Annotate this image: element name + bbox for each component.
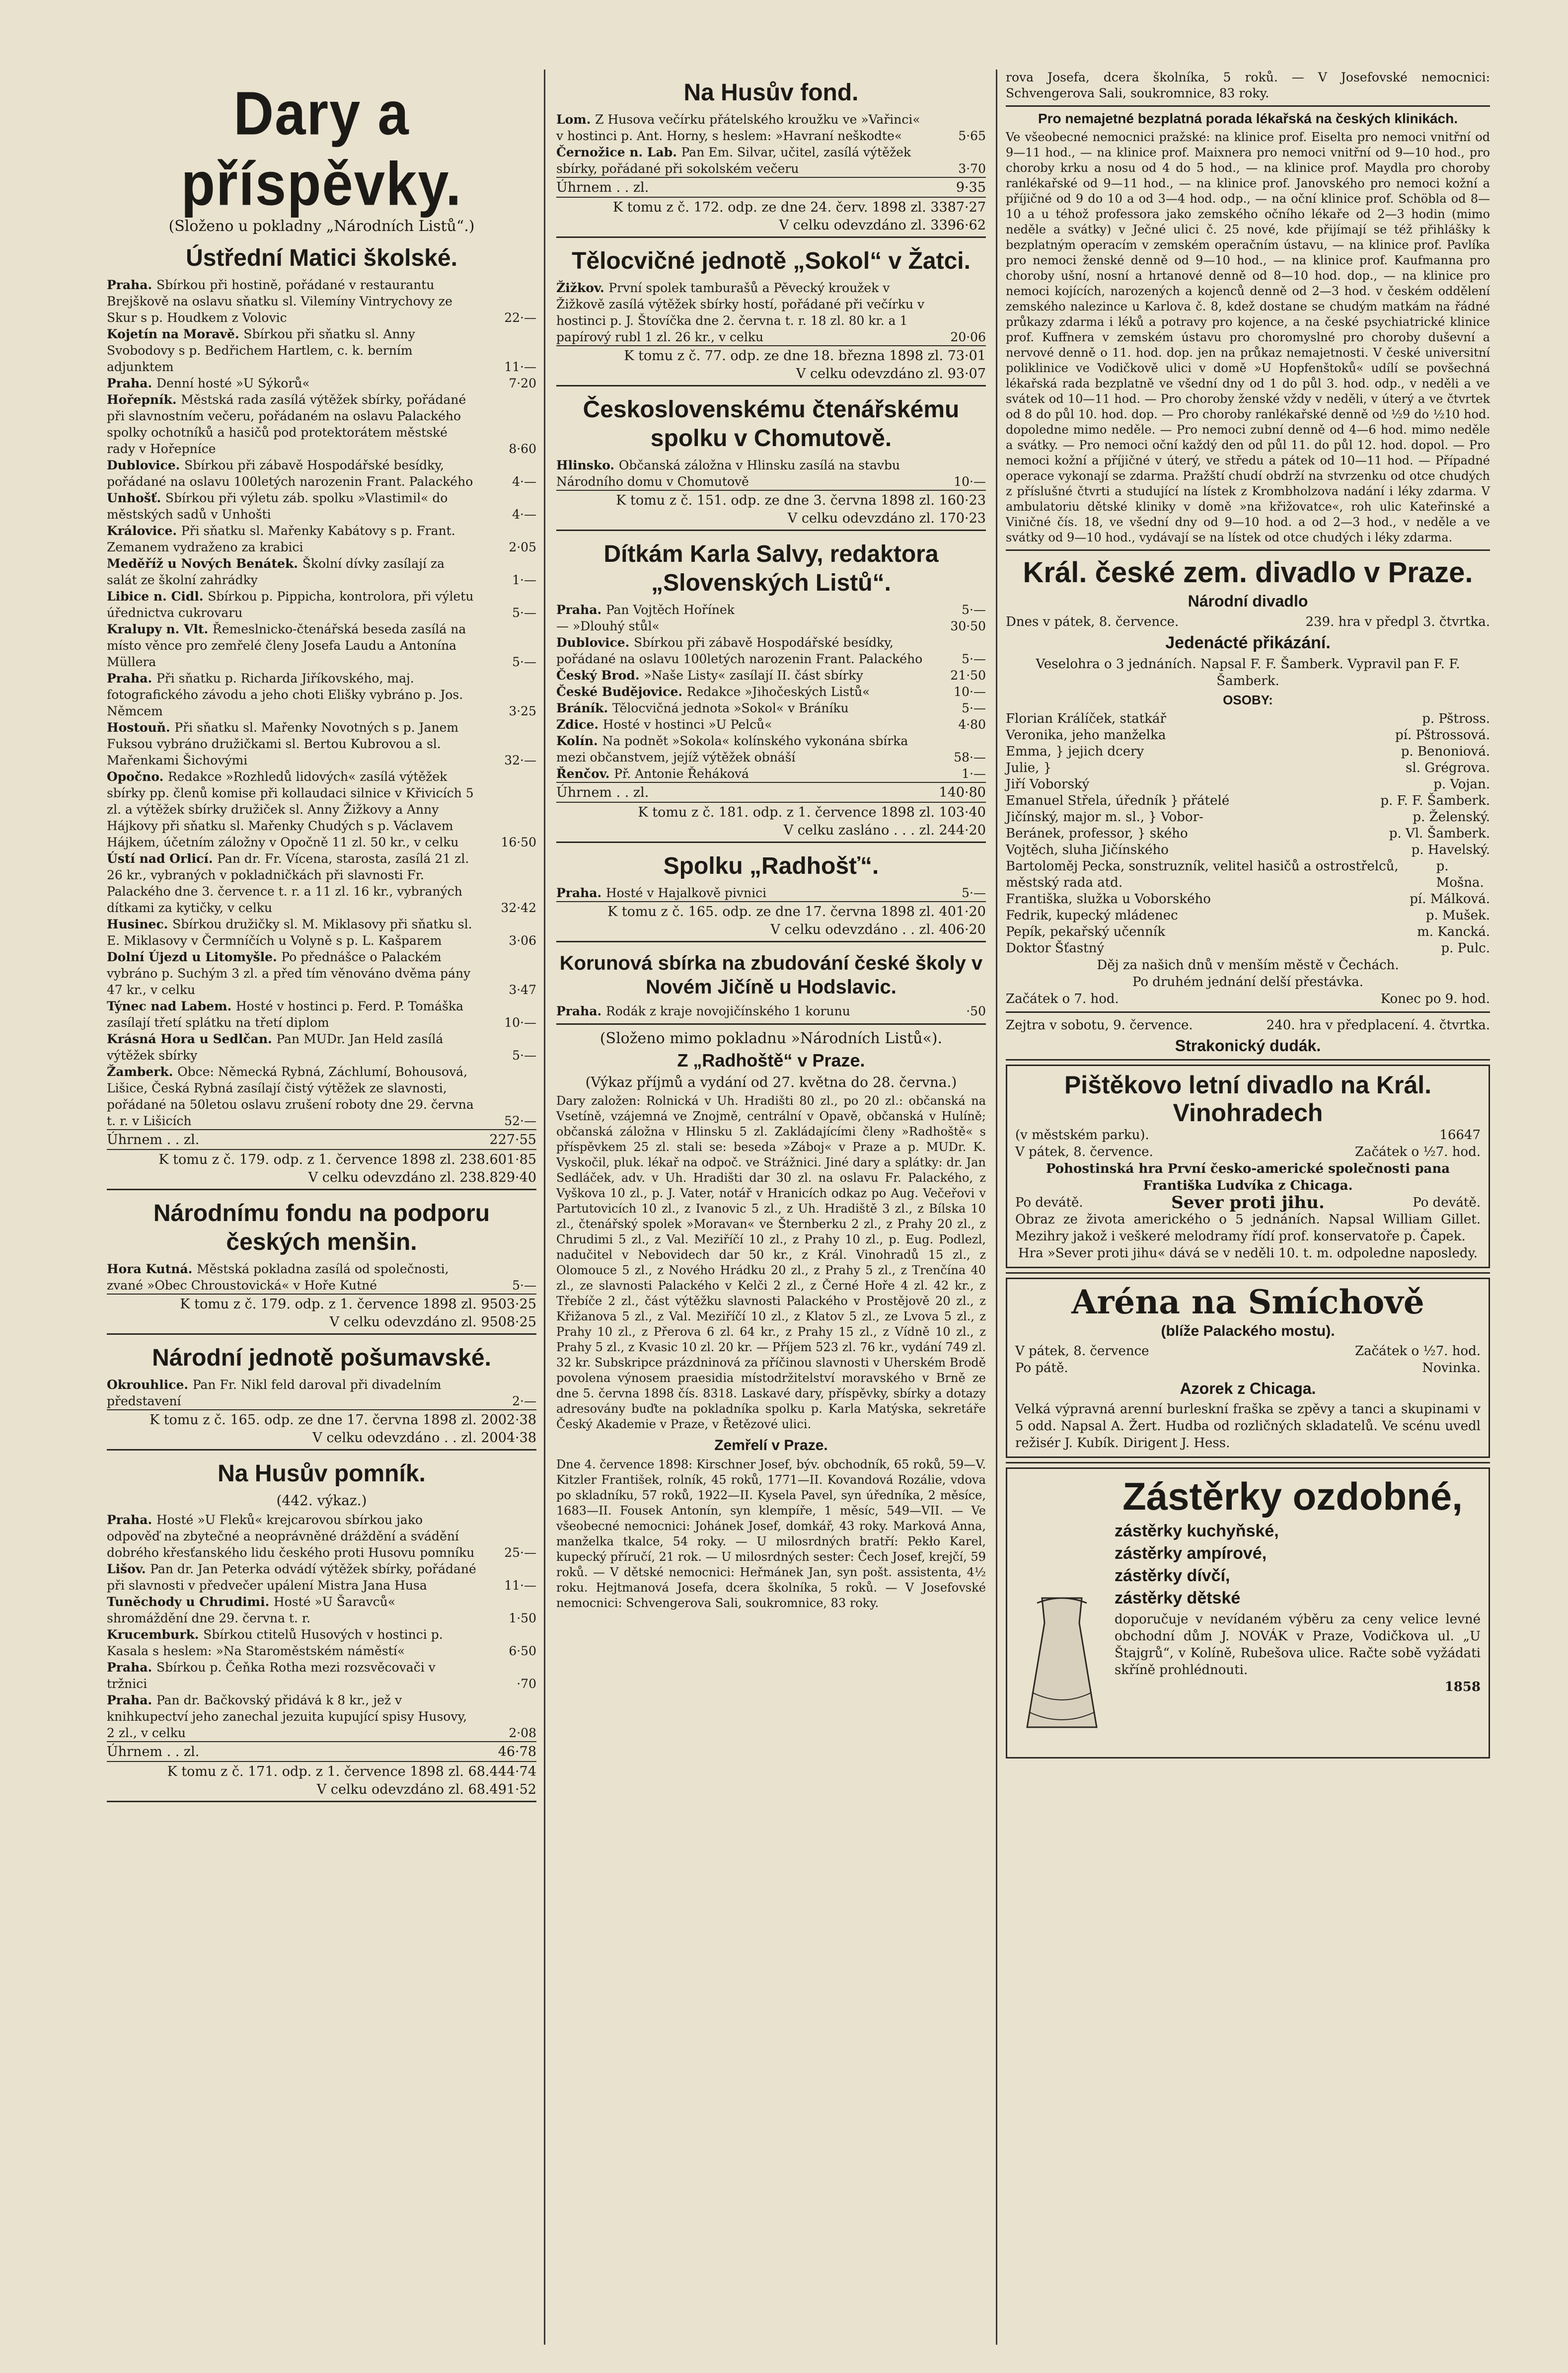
entry-list xyxy=(556,1003,986,1019)
showtime: Začátek o 7. hod. Konec po 9. hod. xyxy=(1006,992,1490,1006)
column-rule xyxy=(544,70,545,2345)
advertisement-pistek: Pištěkovo letní divadlo na Král. Vinohradech (v městském parku). 16647 V pátek, 8. července. Začátek o ½7. hod. Pohostinská hra První česko-americké společnosti pana Františka Ludvíka z Chicaga. Po devátě. Sever proti jihu. Po devátě. Obraz ze života amerického o 5 jednáních. Napsal William Gillet. Mezihry jakož i veškeré melodramy řídí prof. konservatoře p. Čapek. Hra »Sever proti jihu« dává se v neděli 10. t. m. odpoledne naposledy. xyxy=(1006,1065,1490,1268)
cast-list xyxy=(1006,711,1490,957)
section-title: Pro nemajetné bezplatná porada lékařská na českých klinikách. xyxy=(1038,111,1458,126)
section-title: Národnímu fondu na podporu českých menšin. xyxy=(153,1200,490,1255)
section-title: Na Husův fond. xyxy=(683,79,859,106)
scene-note: Děj za našich dnů v menším městě v Čechách. xyxy=(1097,958,1399,973)
column-middle xyxy=(556,70,986,1611)
donation-entry: Tuněchody u Chrudimi. Hosté »U Šaravců« shromáždění dne 29. června t. r. 1·50 xyxy=(107,1595,536,1625)
entry-list xyxy=(556,885,986,901)
donation-entry: Ústí nad Orlicí. Pan dr. Fr. Vícena, starosta, zasílá 21 zl. 26 kr., vybraných v pokladničkách při slavnosti Fr. Palackého dne 3. července t. r. a 11 zl. 16 kr., vybraných dítkami za kytičky, v celku 32·42 xyxy=(107,851,536,915)
cast-row: Vojtěch, sluha Jičínského p. Havelský. xyxy=(1006,842,1490,857)
cast-row: Fedrik, kupecký mládenec p. Mušek. xyxy=(1006,908,1490,923)
section-title: Československému čtenářskému spolku v Chomutově. xyxy=(583,396,960,452)
section-title: Ústřední Matici školské. xyxy=(186,245,457,271)
donation-entry: Libice n. Cidl. Sbírkou p. Pippicha, kontrolora, při výletu úřednictva cukrovaru 5·— xyxy=(107,589,536,620)
donation-entry: Český Brod. »Naše Listy« zasílají II. část sbírky 21·50 xyxy=(556,668,986,683)
cast-row: Doktor Šťastný p. Pulc. xyxy=(1006,941,1490,956)
donation-entry: Lišov. Pan dr. Jan Peterka odvádí výtěžek sbírky, pořádané při slavnosti v předvečer upálení Mistra Jana Husa 11·— xyxy=(107,1562,536,1593)
cast-row: Jiří Voborský p. Vojan. xyxy=(1006,777,1490,792)
donation-entry: Praha. Sbírkou při hostině, pořádané v restaurantu Brejškově na oslavu sňatku sl. Vilemíny Vintrychovy ze Skur s p. Houdkem z Volovic 22·— xyxy=(107,278,536,325)
donation-entry: Praha. Hosté v Hajalkově pivnici 5·— xyxy=(556,886,986,900)
next-show: Zejtra v sobotu, 9. července. 240. hra v předplacení. 4. čtvrtka. xyxy=(1006,1018,1490,1033)
entry-list xyxy=(556,111,986,177)
cast-row: Julie, } sl. Grégrova. xyxy=(1006,761,1490,775)
carry-line: K tomu z č. 165. odp. ze dne 17. června 1898 zl. 2002·38 V celku odevzdáno . . zl. 2004·38 xyxy=(107,1409,536,1451)
carry-line: K tomu z č. 179. odp. z 1. července 1898 zl. 238.601·85 V celku odevzdáno zl. 238.829·40 xyxy=(107,1149,536,1190)
cast-heading: OSOBY: xyxy=(1223,692,1273,707)
continued-text: rova Josefa, dcera školníka, 5 roků. — V Josefovské nemocnici: Schvengerova Sali, soukromnice, 83 roky. xyxy=(1006,70,1490,100)
note: (Složeno mimo pokladnu »Národních Listů«). xyxy=(599,1030,943,1047)
section-title: Korunová sbírka na zbudování české školy v Novém Jičíně u Hodslavic. xyxy=(559,952,983,998)
entry-list xyxy=(556,602,986,782)
donation-entry: Kolín. Na podnět »Sokola« kolínského vykonána sbírka mezi občanstvem, jejíž výtěžek obnáší 58·— xyxy=(556,734,986,765)
donation-entry: Praha. Pan Vojtěch Hořínek 5·— xyxy=(556,603,986,617)
apron-line: zástěrky dívčí, xyxy=(1115,1566,1230,1585)
apron-line: zástěrky dětské xyxy=(1115,1589,1241,1608)
play-description: Veselohra o 3 jednáních. Napsal F. F. Šamberk. Vypravil pan F. F. Šamberk. xyxy=(1036,657,1460,689)
donation-entry: Lom. Z Husova večírku přátelského kroužku ve »Vařinci« v hostinci p. Ant. Horny, s heslem: »Havraní neškodte« 5·65 xyxy=(556,112,986,143)
subtotal: Úhrnem . . zl. 9·35 xyxy=(556,177,986,197)
subtotal: Úhrnem . . zl. 46·78 xyxy=(107,1741,536,1761)
section-title: Na Husův pomník. xyxy=(218,1460,426,1487)
donation-entry: — »Dlouhý stůl« 30·50 xyxy=(556,619,986,633)
donation-entry: Hora Kutná. Městská pokladna zasílá od společnosti, zvané »Obec Chroustovická« v Hoře Kutné 5·— xyxy=(107,1262,536,1293)
entry-list xyxy=(107,1261,536,1294)
carry-line: K tomu z č. 165. odp. ze dne 17. června 1898 zl. 401·20 V celku odevzdáno . . zl. 406·20 xyxy=(556,901,986,942)
donation-entry: Dublovice. Sbírkou při zábavě Hospodářské besídky, pořádané na oslavu 100letých narozenin Frant. Palackého 5·— xyxy=(556,635,986,666)
advertisement-aprons: Zástěrky ozdobné, zástěrky kuchyňské, zástěrky ampírové, zástěrky dívčí, zástěrky dětské doporučuje v nevídaném výběru za ceny velice levné obchodní dům J. NOVÁK v Praze, Vodičkova ul. „U Štajgrů“, v Kolíně, Rubešova ulice. Račte sobě vyžádati skříně prohlédnouti. 1858 xyxy=(1006,1467,1490,1759)
entry-list xyxy=(556,280,986,345)
donation-entry: Praha. Pan dr. Bačkovský přidává k 8 kr., jež v knihkupectví jeho zanechal jezuita kupující spisy Husovy, 2 zl., v celku 2·08 xyxy=(107,1693,536,1740)
deaths-text: Dne 4. července 1898: Kirschner Josef, býv. obchodník, 65 roků, 59—V. Kitzler František, rolník, 45 roků, 1771—II. Kovandová Rozálie, vdova po skladníku, 57 roků, 1922—II. Kysela Pavel, syn úředníka, 2 měsíce, 1683—II. Fousek Antonín, syn klempíře, 1 měsíc, 549—VII. — Ve všeobecné nemocnici: Johánek Josef, domkář, 43 roky. Marková Anna, manželka tkalce, 54 roky. — U milosrdných bratří: Pekło Karel, kupecký příručí, 21 rok. — U milosrdných sester: Čech Josef, krejčí, 59 roků. — V dětské nemocnici: Heřmánek Jan, syn pošt. assistenta, 4½ roku. Hejtmanová Josefa, dcera školníka, 5 roků. — V Josefovské nemocnici: Schvengerova Sali, soukromnice, 83 roky. xyxy=(556,1457,986,1610)
theatre-title: Král. české zem. divadlo v Praze. xyxy=(1023,556,1473,589)
donation-entry: Dolní Újezd u Litomyšle. Po přednášce o Palackém vybráno p. Suchým 3 zl. a před tím věnováno dvěma pány 47 kr., v celku 3·47 xyxy=(107,950,536,997)
next-play-title: Strakonický dudák. xyxy=(1175,1037,1321,1055)
page-title: Dary a příspěvky. xyxy=(181,79,462,218)
donation-entry: Bráník. Tělocvičná jednota »Sokol« v Bráníku 5·— xyxy=(556,701,986,715)
theatre-subtitle: Národní divadlo xyxy=(1188,592,1308,610)
section-title: Tělocvičné jednotě „Sokol“ v Žatci. xyxy=(572,248,971,274)
apron-illustration xyxy=(1022,1593,1102,1737)
column-right xyxy=(1006,70,1490,1759)
cast-row: Beránek, professor, } ského p. Vl. Šamberk. xyxy=(1006,826,1490,841)
carry-line: K tomu z č. 179. odp. z 1. července 1898 zl. 9503·25 V celku odevzdáno zl. 9508·25 xyxy=(107,1294,536,1335)
section-title: Zemřelí v Praze. xyxy=(714,1437,828,1454)
donation-entry: Zdice. Hosté v hostinci »U Pelců« 4·80 xyxy=(556,717,986,732)
apron-line: zástěrky ampírové, xyxy=(1115,1544,1267,1563)
donation-entry: Černožice n. Lab. Pan Em. Silvar, učitel, zasílá výtěžek sbírky, pořádané při sokolském večeru 3·70 xyxy=(556,145,986,176)
donation-entry: Kralupy n. Vlt. Řemeslnicko-čtenářská beseda zasílá na místo věnce pro zemřelé členy Josefa Laudu a Antonína Müllera 5·— xyxy=(107,622,536,669)
carry-line: K tomu z č. 181. odp. z 1. července 1898 zl. 103·40 V celku zasláno . . . zl. 244·20 xyxy=(556,802,986,843)
entry-list xyxy=(107,1512,536,1741)
carry-line: K tomu z č. 171. odp. z 1. července 1898 zl. 68.444·74 V celku odevzdáno zl. 68.491·52 xyxy=(107,1761,536,1802)
section-subtitle: (Výkaz příjmů a vydání od 27. května do 28. června.) xyxy=(585,1074,957,1090)
donation-entry: Dublovice. Sbírkou při zábavě Hospodářské besídky, pořádané na oslavu 100letých narozenin Frant. Palackého 4·— xyxy=(107,458,536,489)
donation-entry: Praha. Denní hosté »U Sýkorů« 7·20 xyxy=(107,376,536,390)
section-title: Z „Radhoště“ v Praze. xyxy=(677,1050,865,1071)
theatre-date: Dnes v pátek, 8. července. 239. hra v předpl 3. čtvrtka. xyxy=(1006,614,1490,629)
entry-list xyxy=(556,457,986,490)
carry-line: K tomu z č. 172. odp. ze dne 24. červ. 1898 zl. 3387·27 V celku odevzdáno zl. 3396·62 xyxy=(556,197,986,238)
donation-entry: Řenčov. Př. Antonie Řeháková 1·— xyxy=(556,766,986,781)
donation-entry: Krásná Hora u Sedlčan. Pan MUDr. Jan Held zasílá výtěžek sbírky 5·— xyxy=(107,1032,536,1063)
section-title: Národní jednotě pošumavské. xyxy=(152,1345,491,1371)
donation-entry: Týnec nad Labem. Hosté v hostinci p. Ferd. P. Tomáška zasílají třetí splátku na třetí diplom 10·— xyxy=(107,999,536,1030)
advertisement-arena: Aréna na Smíchově (blíže Palackého mostu). V pátek, 8. července Začátek o ½7. hod. Po pátě. Novinka. Azorek z Chicaga. Velká výpravná arenní burleskní fraška se zpěvy a tanci a skupinami v 5 odd. Napsal A. Žert. Hudba od rozličných skladatelů. Ve scénu uvedl režisér J. Kubík. Dirigent J. Hess. xyxy=(1006,1278,1490,1458)
cast-row: Veronika, jeho manželka pí. Pštrossová. xyxy=(1006,728,1490,743)
cast-row: Emanuel Střela, úředník } přátelé p. F. F. Šamberk. xyxy=(1006,793,1490,808)
entry-list xyxy=(107,277,536,1129)
column-left xyxy=(107,70,536,1807)
report-text: Dary založen: Rolnická v Uh. Hradišti 80 zl., po 20 zl.: občanská na Vsetíně, vzájemná ve Znojmě, centrální v Opavě, občanská v Hulíně; občanská záložna v Hlinsku 5 zl. Zakládajícími členy »Radhoště« s příspěvkem 25 zl. stali se: beseda »Záboj« v Praze a p. MUDr. K. Vyskočil, pluk. lékař na odpoč. ve Strážnici. Jiné dary a splátky: dr. Jan Sedláček, adv. v Uh. Hradišti dar 30 zl. na oslavu Fr. Palackého, z Vyškova 10 zl., p. J. Vater, notář v Hranicích odkaz po Aug. Večeřovi v Partutovicích 10 zl., z Ivanovic 5 zl., z Uh. Hradiště 3 zl., z Bílska 10 zl., čtenářský spolek »Moravan« ve Šternberku 2 zl., z Prahy 20 zl., z Chrudimi 5 zl., z Val. Meziříčí 10 zl., z Prahy 10 zl., p. Eug. Podlezl, nadučitel v Nebovidech dar 50 kr., z Král. Vinohradů 15 zl., z Olomouce 5 zl., z Nového Hrádku 20 zl., z Prahy 5 zl., z Trenčína 40 zl., ze slavnosti Palackého v Kelči 2 zl., z Černé Hoře 4 zl. 42 kr., z Třebíče 2 zl., část výtěžku slavnosti Palackého v Prostějově 20 zl., z Křižanova 5 zl., z Val. Meziříčí 10 zl., z Klatov 5 zl., ze Lvova 5 zl., z Prahy 10 zl., z Přerova 6 zl. 64 kr., z Prahy 15 zl., z Vídně 10 zl., z Prahy 5 zl., z Kvasic 10 zl. 20 kr. — Příjem 523 zl. 76 kr., vydání 749 zl. 32 kr. Subskripce prázdninová za příčinou slavnosti v Uherském Brodě povolena výnosem praesidia místodržitelství moravského v Brně ze dne 5. června 1898 čís. 8318. Laskavé dary, příspěvky, sbírky a dotazy adresovány buďte na pokladníka spolku p. Karla Matýska, sekretáře Český Akademie v Praze, v Řetězové ulici. xyxy=(556,1094,986,1431)
donation-entry: Meděříž u Nových Benátek. Školní dívky zasílají za salát ze školní zahrádky 1·— xyxy=(107,556,536,587)
donation-entry: Unhošť. Sbírkou při výletu záb. spolku »Vlastimil« do městských sadů v Unhošti 4·— xyxy=(107,491,536,522)
note: (Složeno u pokladny „Národních Listů“.) xyxy=(168,218,475,235)
donation-entry: České Budějovice. Redakce »Jihočeských Listů« 10·— xyxy=(556,685,986,699)
donation-entry: Žamberk. Obce: Německá Rybná, Záchlumí, Bohousová, Lišice, Česká Rybná zasílají čistý výtěžek ze slavnosti, pořádané na 50letou oslavu zrušení roboty dne 29. června t. r. v Lišicích 52·— xyxy=(107,1065,536,1128)
donation-entry: Praha. Při sňatku p. Richarda Jiříkovského, maj. fotografického závodu a jeho choti Elišky vybráno p. Jos. Němcem 3·25 xyxy=(107,671,536,718)
cast-row: Emma, } jejich dcery p. Benoniová. xyxy=(1006,744,1490,759)
donation-entry: Praha. Sbírkou p. Čeňka Rotha mezi rozsvěcovači v tržnici ·70 xyxy=(107,1660,536,1691)
donation-entry: Husinec. Sbírkou družičky sl. M. Miklasovy při sňatku sl. E. Miklasovy v Čermníčích u Volyně s p. L. Kašparem 3·06 xyxy=(107,917,536,948)
donation-entry: Žižkov. První spolek tamburašů a Pěvecký kroužek v Žižkově zasílá výtěžek sbírky hostí, pořádané při večírku v hostinci p. J. Štovíčka dne 2. června t. r. 18 zl. 80 kr. a 1 papírový rubl 1 zl. 26 kr., v celku 20·06 xyxy=(556,281,986,344)
entry-list xyxy=(107,1377,536,1409)
play-title: Jedenácté přikázání. xyxy=(1165,633,1331,652)
interval-note: Po druhém jednání delší přestávka. xyxy=(1132,975,1364,990)
donation-entry: Hlinsko. Občanská záložna v Hlinsku zasílá na stavbu Národního domu v Chomutově 10·— xyxy=(556,458,986,489)
carry-line: K tomu z č. 151. odp. ze dne 3. června 1898 zl. 160·23 V celku odevzdáno zl. 170·23 xyxy=(556,490,986,531)
subtotal: Úhrnem . . zl. 140·80 xyxy=(556,782,986,802)
cast-row: Jičínský, major m. sl., } Vobor- p. Želenský. xyxy=(1006,810,1490,825)
donation-entry: Hořepník. Městská rada zasílá výtěžek sbírky, pořádané při slavnostním večeru, pořádaném na oslavu Palackého spolky ochotníků a hasičů pod protektorátem městské rady v Hořepníce 8·60 xyxy=(107,392,536,456)
column-rule xyxy=(996,70,997,2345)
clinic-text: Ve všeobecné nemocnici pražské: na klinice prof. Eiselta pro nemoci vnitřní od 9—11 hod., — na klinice prof. Maixnera pro nemoci vnitřní od 9—10 hod., pro choroby krku a nosu od 4 do 5 hod., — na klinice prof. Maydla pro choroby ranlékařské od 9—11 hod., — na klinice prof. Janovského pro nemoci kožní a příjičné od 9 do 10 a od 3—4 hod. odp., — na oční klinice prof. Schöbla od 8—10 a u téhož professora jako zemského očního lékaře od 2—3 hodin (mimo neděle a svátky) v Ječné ulici č. 25 nové, kde přijímají se též přihlášky k bezplatným operacím v zemském operačním ústavu, — na klinice prof. Pavlíka pro nemoci ženské denně od 9—10 hod., — na klinice prof. Kaufmanna pro choroby ušní, nosní a hrtanové denně od 8—10 hod. dop., — na klinice pro nemoci kojících, narozených a kojenců denně od 2—3 hod. v českém oddělení zemského nalezince u Karlova č. 8, kdež dostane se chudým matkám na řádné průkazy zdarma i léků a potravy pro kojence, a na české psychiatrické klinice prof. Kuffnera v zemském ústavu pro choromyslné pro choroby duševní a nervové denně o 11. hod. dop. jen na průkaz nemajetnosti. V české universitní poliklinice ve Vodičkově ulici v domě »U Hopfenštoků« udílí se povšechná lékařská rada bezplatně ve všední dny od 1 do půl 3. hod. odp., v neděli a ve svátek od 10—11 hod. — Pro choroby ženské vždy v neděli, v úterý a ve čtvrtek od 8 do půl 10. hod. dop. — Pro choroby ranlékařské denně od ½9 do ½10 hod. dopoledne mimo neděle. — Pro nemoci zubní denně od 4—6 hod. mimo neděle a svátky. — Pro nemoci oční každý den od půl 11. do půl 12. hod. dopol. — Pro nemoci kožní a příjičné v úterý, ve středu a pátek od 10—11 hod. — Případné operace vykonají se zdarma. Pražští chudí obdrží na stvrzenku od otce chudých z příslušné čtvrti a studující na lístek z Krombholzova nadání i léky zdarma. V ambulatoriu dětské kliniky v domě »na křižovatce«, roh ulic Kateřinské a Viničné čís. 18, ve všední dny od 9—10 hod. a od 2—3 hod., v neděle a ve svátky od 9—10 hod., vydávají se na lístek od otce chudých i léky zdarma. xyxy=(1006,130,1490,544)
subtotal: Úhrnem . . zl. 227·55 xyxy=(107,1129,536,1149)
cast-row: Bartoloměj Pecka, sonstruzník, velitel hasičů a ostrostřelců, městský rada atd. p. Mošna. xyxy=(1006,859,1484,890)
newspaper-page xyxy=(107,70,1490,2345)
section-title: Spolku „Radhošť“. xyxy=(663,853,879,879)
section-title: Dítkám Karla Salvy, redaktora „Slovenských Listů“. xyxy=(603,541,939,596)
donation-entry: Opočno. Redakce »Rozhledů lidových« zasílá výtěžek sbírky pp. členů komise při kollaudaci silnice v Křivicích 5 zl. a výtěžek sbírky družiček sl. Anny Žižkovy a Anny Hájkovy při sňatku sl. Mařenky Chudých s p. Václavem Hájkem, účetním záložny v Opočně 11 zl. 50 kr., v celku 16·50 xyxy=(107,769,536,849)
apron-line: zástěrky kuchyňské, xyxy=(1115,1522,1279,1540)
donation-entry: Kojetín na Moravě. Sbírkou při sňatku sl. Anny Svobodovy s p. Bedřichem Hartlem, c. k. berním adjunktem 11·— xyxy=(107,327,536,374)
section-subtitle: (442. výkaz.) xyxy=(276,1492,367,1509)
cast-row: Františka, služka u Voborského pí. Málková. xyxy=(1006,892,1490,907)
donation-entry: Praha. Rodák z kraje novojičínského 1 korunu ·50 xyxy=(556,1004,986,1018)
carry-line: K tomu z č. 77. odp. ze dne 18. března 1898 zl. 73·01 V celku odevzdáno zl. 93·07 xyxy=(556,345,986,386)
donation-entry: Krucemburk. Sbírkou ctitelů Husových v hostinci p. Kasala s heslem: »Na Staroměstském náměstí« 6·50 xyxy=(107,1627,536,1658)
cast-row: Florian Králíček, statkář p. Pštross. xyxy=(1006,711,1490,726)
donation-entry: Královice. Při sňatku sl. Mařenky Kabátovy s p. Frant. Zemanem vydraženo za krabici 2·05 xyxy=(107,524,536,554)
donation-entry: Okrouhlice. Pan Fr. Nikl feld daroval při divadelním představení 2·— xyxy=(107,1378,536,1408)
cast-row: Pepík, pekařský učenník m. Kancká. xyxy=(1006,924,1490,939)
donation-entry: Praha. Hosté »U Fleků« krejcarovou sbírkou jako odpověď na zbytečné a neoprávněné dráždění a svádění dobrého křesťanského lidu českého proti Husovu pomníku 25·— xyxy=(107,1513,536,1560)
donation-entry: Hostouň. Při sňatku sl. Mařenky Novotných s p. Janem Fuksou vybráno družičkami sl. Bertou Kubrovou a sl. Mařenkami Šichovými 32·— xyxy=(107,720,536,767)
